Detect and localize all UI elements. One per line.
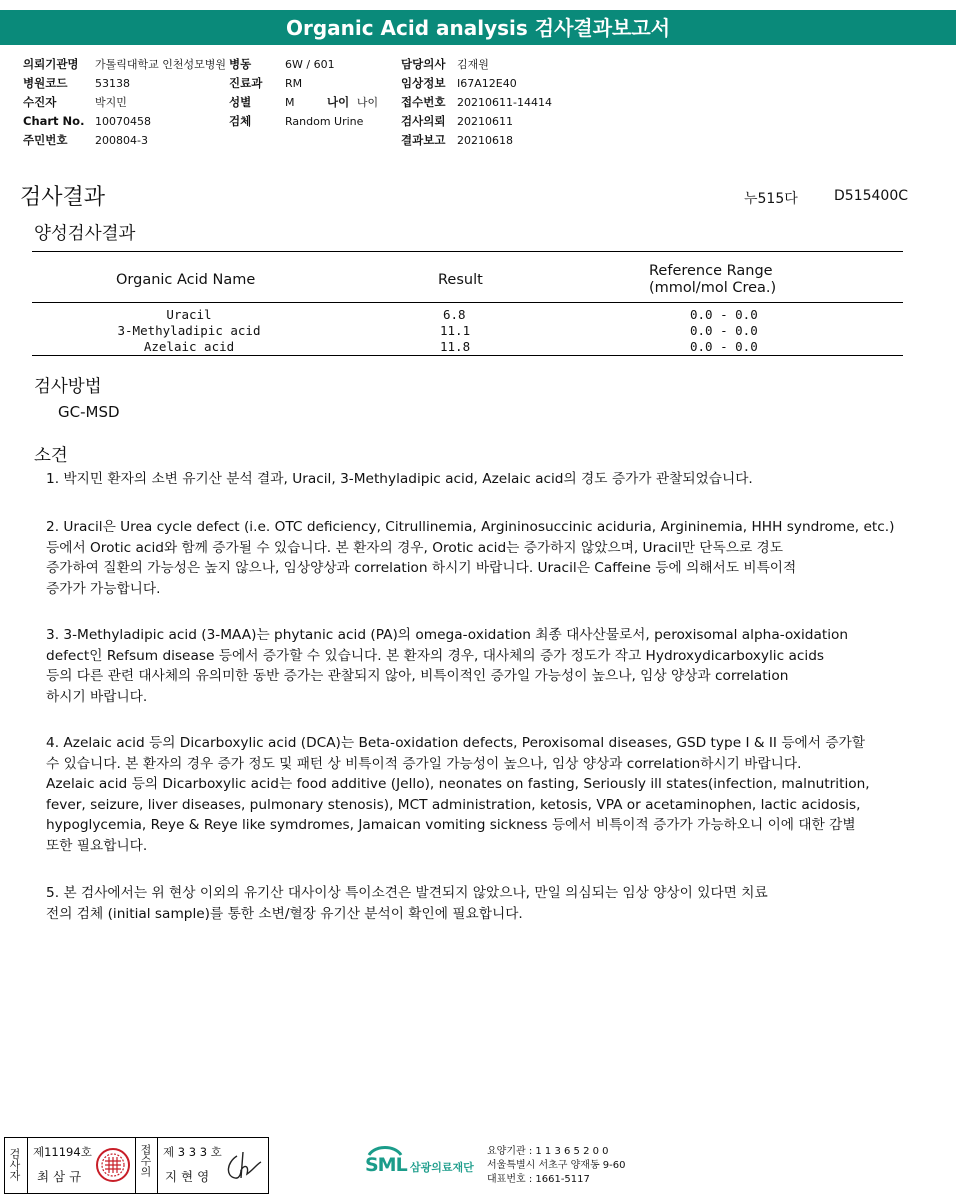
label-dept: 진료과 [229, 76, 263, 90]
positive-results-heading: 양성검사결과 [34, 224, 136, 244]
finding-1-line: 1. 박지민 환자의 소변 유기산 분석 결과, Uracil, 3-Methyladipic acid, Azelaic acid의 경도 증가가 관찰되었습니다. [46, 471, 753, 487]
finding-4-line: fever, seizure, liver diseases, pulmonary stenosis), MCT administration, ketosis, VPA or acetaminophen, lactic acidosis, [46, 796, 861, 813]
col-header-result: Result [438, 272, 483, 288]
row-ref: 0.0 - 0.0 [690, 339, 758, 354]
chart-no: 10070458 [95, 115, 151, 128]
inspector-label [8, 1148, 22, 1181]
finding-4 [46, 733, 916, 856]
label-age: 나이 [327, 95, 350, 109]
label-id-no: 주민번호 [23, 133, 68, 147]
finding-4-line: 수 있습니다. 본 환자의 경우 증가 정도 및 패턴 상 비특이적 증가일 가능성이 높으나, 임상 양상과 correlation하시기 바랍니다. [46, 755, 802, 772]
divider [27, 1138, 28, 1193]
col-header-ref-line2: (mmol/mol Crea.) [649, 280, 777, 296]
org-info [487, 1145, 626, 1187]
table-row [32, 323, 903, 339]
divider [135, 1138, 136, 1193]
header-info [23, 55, 933, 155]
header-col2 [229, 55, 262, 131]
row-ref: 0.0 - 0.0 [690, 323, 758, 338]
label-hospital-code: 병원코드 [23, 76, 68, 90]
finding-5-line: 전의 검체 (initial sample)를 통한 소변/혈장 유기산 분석이 확인에 필요합니다. [46, 905, 523, 922]
label-specimen: 검체 [229, 114, 252, 128]
receiver-no: 제 3 3 3 호 [163, 1145, 222, 1159]
table-bottom-rule [32, 355, 903, 356]
row-name: 3-Methyladipic acid [117, 323, 261, 338]
org-info-line: 서울특별시 서초구 양재동 9-60 [487, 1160, 626, 1171]
table-top-rule [32, 251, 903, 252]
finding-2-line: 등에서 Orotic acid와 함께 증가될 수 있습니다. 본 환자의 경우, Orotic acid는 증가하지 않았으며, Uracil만 단독으로 경도 [46, 539, 783, 556]
row-result: 11.1 [440, 323, 471, 338]
table-row [32, 339, 903, 355]
hospital-code: 53138 [95, 77, 130, 90]
results-table-body [32, 307, 903, 355]
report-title: Organic Acid analysis 검사결과보고서 [0, 10, 956, 45]
receiver-name: 지 현 영 [165, 1169, 210, 1184]
hospital-name: 가톨릭대학교 인천성모병원 [95, 58, 227, 71]
finding-5-line: 5. 본 검사에서는 위 현상 이외의 유기산 대사이상 특이소견은 발견되지 않았으나, 만일 의심되는 임상 양상이 있다면 치료 [46, 885, 768, 901]
finding-2-line: 증가하여 질환의 가능성은 높지 않으나, 임상양상과 correlation 하시기 바랍니다. Uracil은 Caffeine 등에 의해서도 비특이적 [46, 560, 797, 576]
method-heading: 검사방법 [34, 377, 102, 397]
receiver-label-text: 접수의 [139, 1144, 152, 1177]
finding-4-line: hypoglycemia, Reye & Reye like symdromes, Jamaican vomiting sickness 등에서 비특이적 증가가 가능하오니 이에 대한 감별 [46, 817, 856, 833]
org-name: 삼광의료재단 [410, 1161, 474, 1174]
method-value: GC-MSD [58, 403, 120, 421]
finding-5 [46, 883, 916, 924]
label-hospital: 의뢰기관명 [23, 57, 79, 71]
inspector-no: 제11194호 [33, 1145, 92, 1159]
col-header-name: Organic Acid Name [116, 272, 256, 288]
request-date: 20210611 [457, 115, 513, 128]
org-info-line: 요양기관 : 1 1 3 6 5 2 0 0 [487, 1146, 609, 1157]
finding-3-line: 등의 다른 관련 대사체의 유의미한 동반 증가는 관찰되지 않아, 비특이적인 증가일 가능성이 높으나, 임상 양상과 correlation [46, 668, 789, 684]
row-name: Azelaic acid [143, 339, 235, 354]
finding-4-line: 4. Azelaic acid 등의 Dicarboxylic acid (DCA)는 Beta-oxidation defects, Peroxisomal diseases, GSD type I & II 등에서 증가할 [46, 735, 866, 751]
finding-3-line: 3. 3-Methyladipic acid (3-MAA)는 phytanic acid (PA)의 omega-oxidation 최종 대사산물로서, peroxisomal alpha-oxidation [46, 627, 849, 643]
label-ward: 병동 [229, 57, 252, 71]
header-col3 [401, 55, 445, 150]
code-2: D515400C [834, 188, 908, 204]
label-request-date: 검사의뢰 [401, 114, 446, 128]
finding-2-line: 증가가 가능합니다. [46, 580, 161, 597]
finding-3-line: defect인 Refsum disease 등에서 증가할 수 있습니다. 본 환자의 경우, 대사체의 증가 정도가 작고 Hydroxydicarboxylic acids [46, 647, 825, 664]
label-doctor: 담당의사 [401, 57, 446, 71]
findings-heading: 소견 [34, 446, 68, 466]
receiver-label [139, 1144, 153, 1177]
header-col1 [23, 55, 84, 150]
results-heading: 검사결과 [20, 185, 106, 210]
finding-3-line: 하시기 바랍니다. [46, 688, 148, 705]
age: 나이 [356, 96, 379, 109]
patient-name: 박지민 [95, 96, 127, 109]
row-result: 11.8 [440, 339, 471, 354]
signature-box [4, 1137, 269, 1194]
table-row [32, 307, 903, 323]
accession-no: 20210611-14414 [457, 96, 552, 109]
inspector-name: 최 삼 규 [37, 1169, 82, 1184]
code-1: 누515다 [744, 191, 798, 207]
specimen: Random Urine [285, 115, 364, 128]
row-result: 6.8 [443, 307, 466, 322]
report-date: 20210618 [457, 134, 513, 147]
header-col1-values [95, 55, 226, 150]
finding-1 [46, 469, 916, 490]
inspector-label-text: 검사자 [8, 1148, 21, 1181]
id-no: 200804-3 [95, 134, 148, 147]
sml-logo [365, 1143, 474, 1181]
finding-2-line: 2. Uracil은 Urea cycle defect (i.e. OTC deficiency, Citrullinemia, Argininosuccinic aciduria, Argininemia, HHH syndrome, etc.) [46, 519, 895, 535]
finding-2 [46, 517, 916, 599]
dept: RM [285, 77, 303, 90]
finding-4-line: Azelaic acid 등의 Dicarboxylic acid는 food additive (Jello), neonates on fasting, Seriously ill states(infection, malnutrition, [46, 776, 870, 792]
age-field [327, 93, 378, 112]
row-name: Uracil [166, 307, 212, 322]
label-chart-no: Chart No. [23, 114, 85, 128]
ward: 6W / 601 [285, 58, 335, 71]
clinical-info: I67A12E40 [457, 77, 517, 90]
doctor: 김재원 [457, 58, 489, 71]
col-header-ref-line1: Reference Range [649, 263, 773, 279]
label-sex: 성별 [229, 95, 252, 109]
divider [157, 1138, 158, 1193]
header-col3-values [457, 55, 552, 150]
label-clinical-info: 임상정보 [401, 76, 446, 90]
row-ref: 0.0 - 0.0 [690, 307, 758, 322]
logo-text: SML [365, 1154, 407, 1176]
label-patient: 수진자 [23, 95, 57, 109]
signature-icon [223, 1148, 263, 1184]
sex: M [285, 96, 295, 109]
org-info-line: 대표번호 : 1661-5117 [487, 1174, 590, 1185]
finding-4-line: 또한 필요합니다. [46, 837, 148, 854]
label-accession-no: 접수번호 [401, 95, 446, 109]
seal-stamp-icon [95, 1147, 131, 1183]
label-report-date: 결과보고 [401, 133, 446, 147]
table-header-rule [32, 302, 903, 303]
finding-3 [46, 625, 916, 707]
